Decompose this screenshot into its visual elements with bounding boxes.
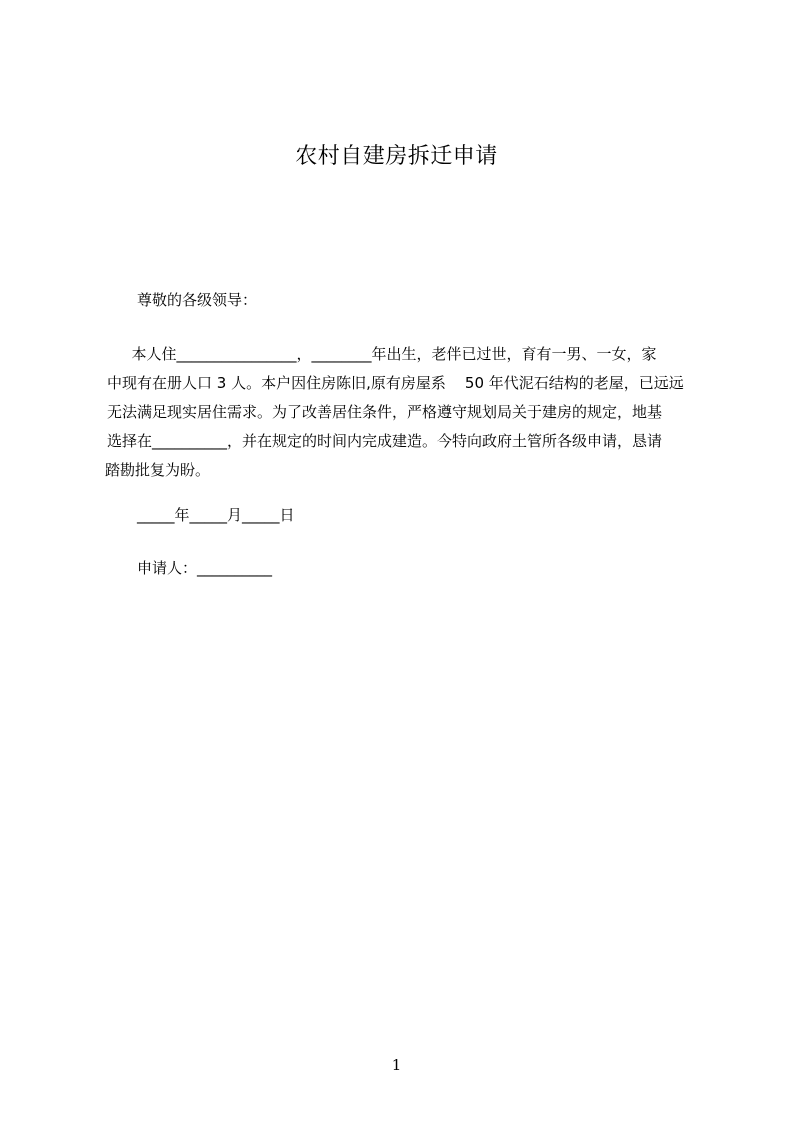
body-line: 踏勘批复为盼。 xyxy=(105,461,211,479)
body-line: 本人住________________，________年出生，老伴已过世，育有一男、一女，家 xyxy=(122,345,657,363)
applicant-line: 申请人：__________ xyxy=(137,559,273,577)
body-line: 选择在__________，并在规定的时间内完成建造。今特向政府土管所各级申请，恳请 xyxy=(107,432,663,450)
body-paragraph xyxy=(100,340,699,490)
document-title: 农村自建房拆迁申请 xyxy=(295,144,498,169)
salutation: 尊敬的各级领导： xyxy=(137,291,258,309)
body-line: 无法满足现实居住需求。为了改善居住条件，严格遵守规划局关于建房的规定，地基 xyxy=(107,403,663,421)
body-line: 中现有在册人口 3 人。本户因住房陈旧,原有房屋系 50 年代泥石结构的老屋，已远远 xyxy=(107,374,684,392)
page-number: 1 xyxy=(391,1056,402,1074)
date-line: _____年_____月_____日 xyxy=(137,506,295,524)
